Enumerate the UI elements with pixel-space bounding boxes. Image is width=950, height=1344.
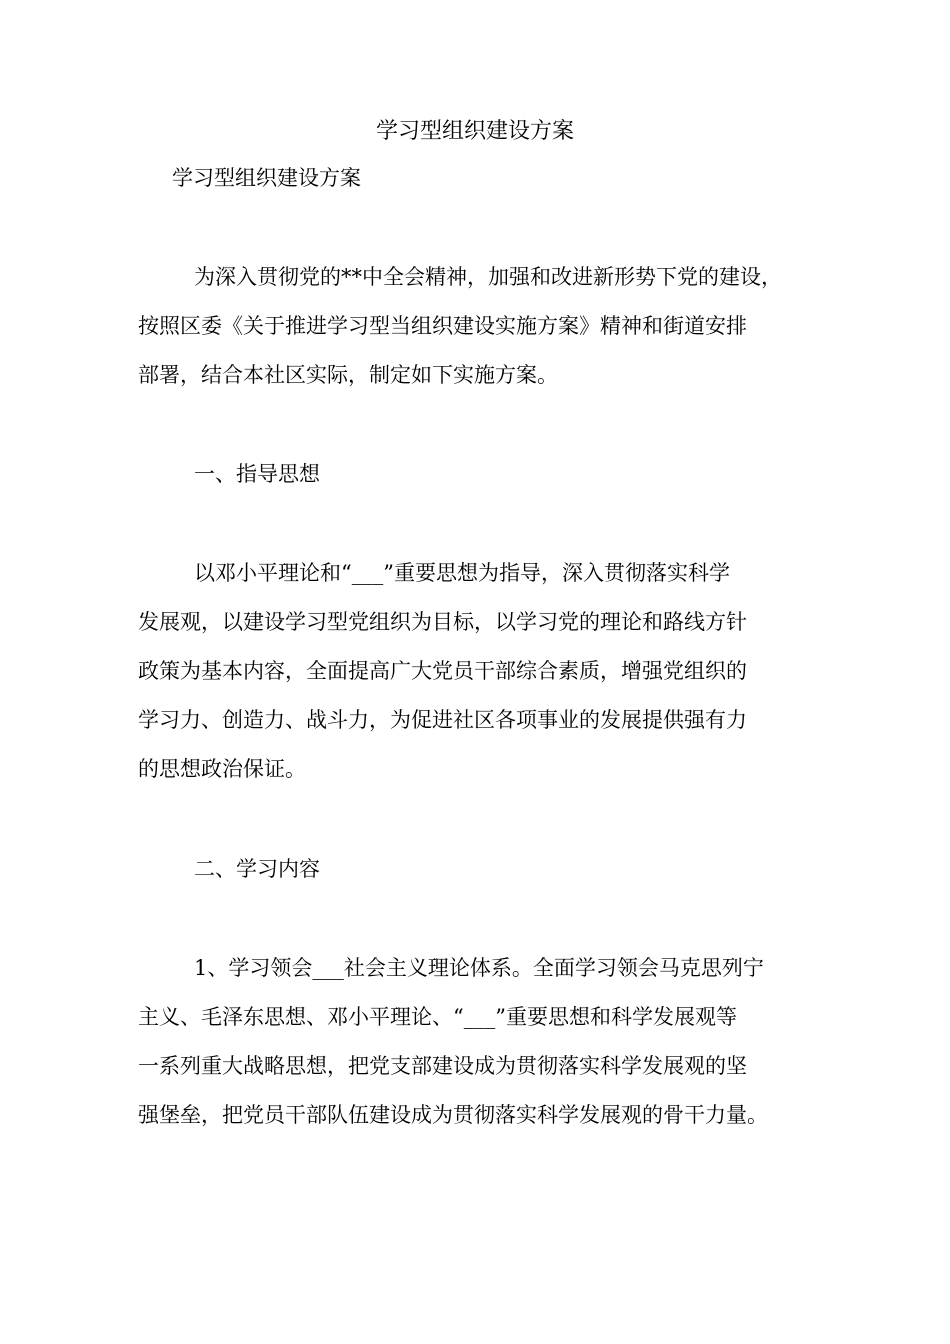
intro-line-3: 部署，结合本社区实际，制定如下实施方案。 [138,363,558,387]
section-2-item-1-line-1: 1、学习领会___社会主义理论体系。全面学习领会马克思列宁 [194,956,764,980]
section-2-item-1-line-2: 主义、毛泽东思想、邓小平理论、“___”重要思想和科学发展观等 [138,1005,737,1029]
document-subtitle: 学习型组织建设方案 [172,166,361,190]
section-1-heading: 一、指导思想 [194,462,320,486]
section-1-line-1: 以邓小平理论和“___”重要思想为指导，深入贯彻落实科学 [194,561,730,585]
section-2-item-1-line-4: 强堡垒，把党员干部队伍建设成为贯彻落实科学发展观的骨干力量。 [138,1103,768,1127]
section-1-line-5: 的思想政治保证。 [138,757,306,781]
section-1-line-2: 发展观，以建设学习型党组织为目标，以学习党的理论和路线方针 [138,610,747,634]
document-title: 学习型组织建设方案 [375,119,574,144]
intro-line-2: 按照区委《关于推进学习型当组织建设实施方案》精神和街道安排 [138,314,747,338]
intro-line-1: 为深入贯彻党的**中全会精神，加强和改进新形势下党的建设， [194,265,782,289]
section-2-item-1-line-3: 一系列重大战略思想，把党支部建设成为贯彻落实科学发展观的坚 [138,1054,747,1078]
section-1-line-3: 政策为基本内容，全面提高广大党员干部综合素质，增强党组织的 [138,659,747,683]
section-1-line-4: 学习力、创造力、战斗力，为促进社区各项事业的发展提供强有力 [138,708,747,732]
section-2-heading: 二、学习内容 [194,857,320,881]
